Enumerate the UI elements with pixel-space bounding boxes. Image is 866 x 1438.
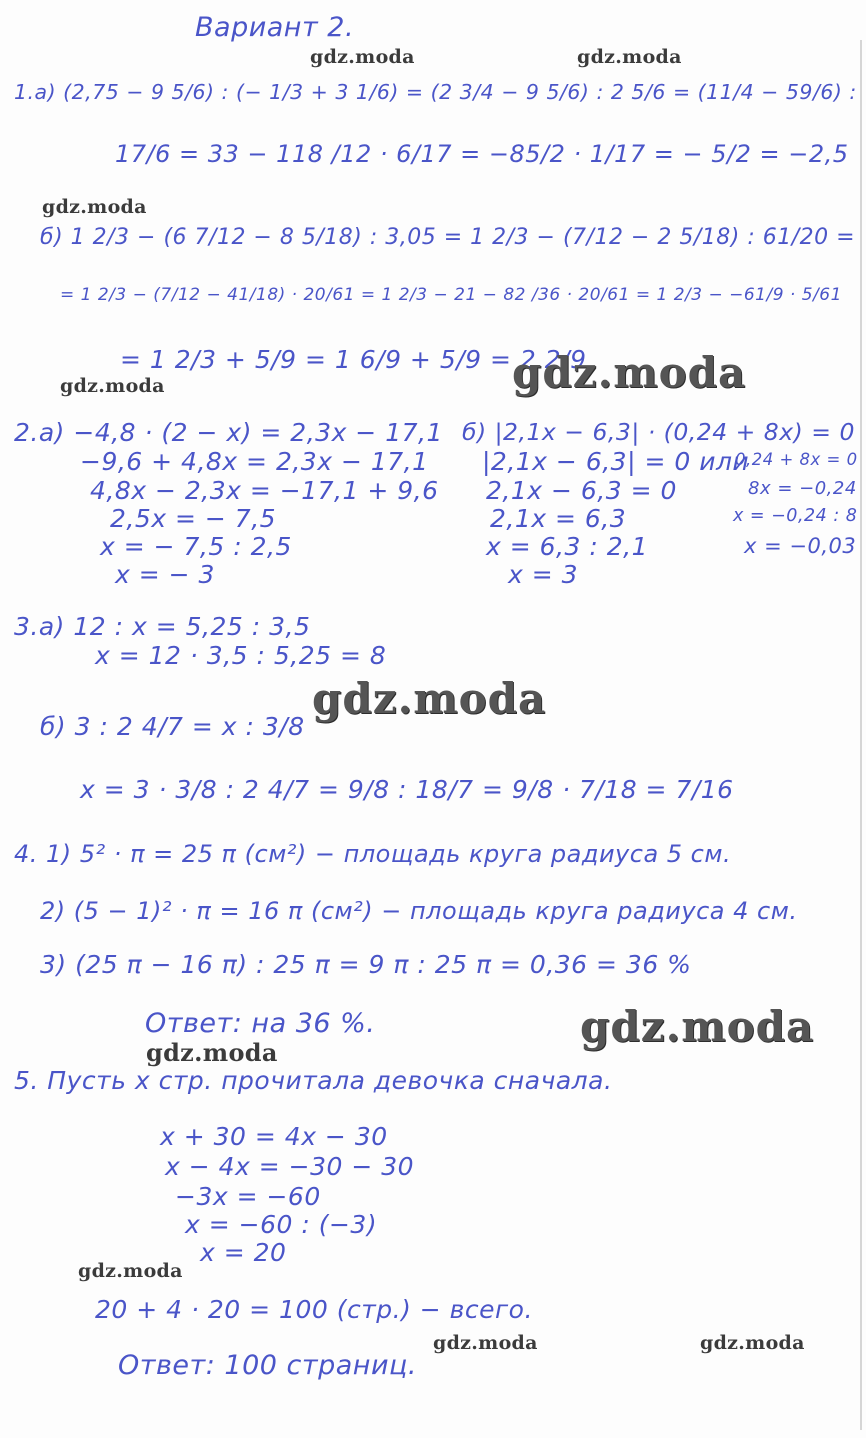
task-5-eq-1: x + 30 = 4x − 30 bbox=[160, 1122, 388, 1151]
task-4-step-1: 4. 1) 5² · π = 25 π (см²) − площадь круга радиуса 5 см. bbox=[14, 840, 732, 868]
watermark: gdz.moda bbox=[433, 1332, 538, 1354]
task-3b-line-2: x = 3 · 3/8 : 2 4/7 = 9/8 : 18/7 = 9/8 · 7/18 = 7/16 bbox=[80, 775, 734, 804]
task-1a-line-2: 17/6 = 33 − 118 /12 · 6/17 = −85/2 · 1/17 = − 5/2 = −2,5 bbox=[115, 140, 849, 168]
task-3b-line-1: б) 3 : 2 4/7 = x : 3/8 bbox=[40, 712, 305, 741]
task-5-eq-4: x = −60 : (−3) bbox=[185, 1210, 378, 1239]
task-5-eq-2: x − 4x = −30 − 30 bbox=[165, 1152, 415, 1181]
task-2b-alt-line-4: x = −0,03 bbox=[744, 534, 857, 558]
task-4-step-2: 2) (5 − 1)² · π = 16 π (см²) − площадь круга радиуса 4 см. bbox=[40, 897, 798, 925]
watermark: gdz.moda bbox=[60, 375, 165, 397]
page-edge-line bbox=[860, 40, 862, 1430]
task-5-eq-3: −3x = −60 bbox=[175, 1182, 321, 1211]
task-2b-line-4: 2,1x = 6,3 bbox=[490, 504, 627, 533]
watermark: gdz.moda bbox=[78, 1260, 183, 1282]
watermark: gdz.moda bbox=[310, 46, 415, 68]
task-2a-line-1: 2.а) −4,8 · (2 − x) = 2,3x − 17,1 bbox=[14, 418, 443, 447]
watermark-large: gdz.moda bbox=[312, 674, 547, 723]
task-2b-line-6: x = 3 bbox=[508, 560, 579, 589]
task-2b-line-2: |2,1x − 6,3| = 0 или bbox=[482, 447, 750, 476]
task-2b-alt-line-2: 8x = −0,24 bbox=[748, 478, 857, 499]
watermark-large: gdz.moda bbox=[512, 348, 747, 397]
task-2a-line-5: x = − 7,5 : 2,5 bbox=[100, 532, 292, 561]
watermark: gdz.moda bbox=[42, 196, 147, 218]
task-1b-line-2: = 1 2/3 − (7/12 − 41/18) · 20/61 = 1 2/3 − 21 − 82 /36 · 20/61 = 1 2/3 − −61/9 · 5/61 bbox=[60, 285, 842, 305]
task-2a-line-3: 4,8x − 2,3x = −17,1 + 9,6 bbox=[90, 476, 439, 505]
task-4-answer: Ответ: на 36 %. bbox=[145, 1008, 376, 1039]
task-2a-line-6: x = − 3 bbox=[115, 560, 215, 589]
task-1b-line-1: б) 1 2/3 − (6 7/12 − 8 5/18) : 3,05 = 1 2/3 − (7/12 − 2 5/18) : 61/20 = bbox=[40, 225, 856, 250]
variant-title: Вариант 2. bbox=[195, 12, 355, 43]
task-1a-line-1: 1.а) (2,75 − 9 5/6) : (− 1/3 + 3 1/6) = (2 3/4 − 9 5/6) : 2 5/6 = (11/4 − 59/6) : bbox=[14, 80, 857, 104]
task-2a-line-2: −9,6 + 4,8x = 2,3x − 17,1 bbox=[80, 447, 429, 476]
task-2b-alt-line-1: 0,24 + 8x = 0 bbox=[735, 450, 858, 469]
task-5-total: 20 + 4 · 20 = 100 (стр.) − всего. bbox=[95, 1295, 533, 1324]
watermark-large: gdz.moda bbox=[580, 1002, 815, 1051]
task-2b-alt-line-3: x = −0,24 : 8 bbox=[733, 506, 858, 526]
watermark: gdz.moda bbox=[700, 1332, 805, 1354]
watermark: gdz.moda bbox=[577, 46, 682, 68]
task-5-eq-5: x = 20 bbox=[200, 1238, 287, 1267]
task-1b-line-3: = 1 2/3 + 5/9 = 1 6/9 + 5/9 = 2 2/9 bbox=[120, 345, 587, 374]
task-2b-line-5: x = 6,3 : 2,1 bbox=[486, 532, 648, 561]
task-5-intro: 5. Пусть x стр. прочитала девочка сначала. bbox=[14, 1066, 613, 1095]
task-2b-line-3: 2,1x − 6,3 = 0 bbox=[486, 476, 677, 505]
task-2a-line-4: 2,5x = − 7,5 bbox=[110, 504, 277, 533]
task-4-step-3: 3) (25 π − 16 π) : 25 π = 9 π : 25 π = 0,36 = 36 % bbox=[40, 950, 692, 979]
task-3a-line-1: 3.а) 12 : x = 5,25 : 3,5 bbox=[14, 612, 311, 641]
task-2b-line-1: б) |2,1x − 6,3| · (0,24 + 8x) = 0 bbox=[462, 418, 855, 446]
task-3a-line-2: x = 12 · 3,5 : 5,25 = 8 bbox=[95, 641, 387, 670]
task-5-answer: Ответ: 100 страниц. bbox=[118, 1350, 417, 1381]
watermark: gdz.moda bbox=[146, 1038, 278, 1067]
